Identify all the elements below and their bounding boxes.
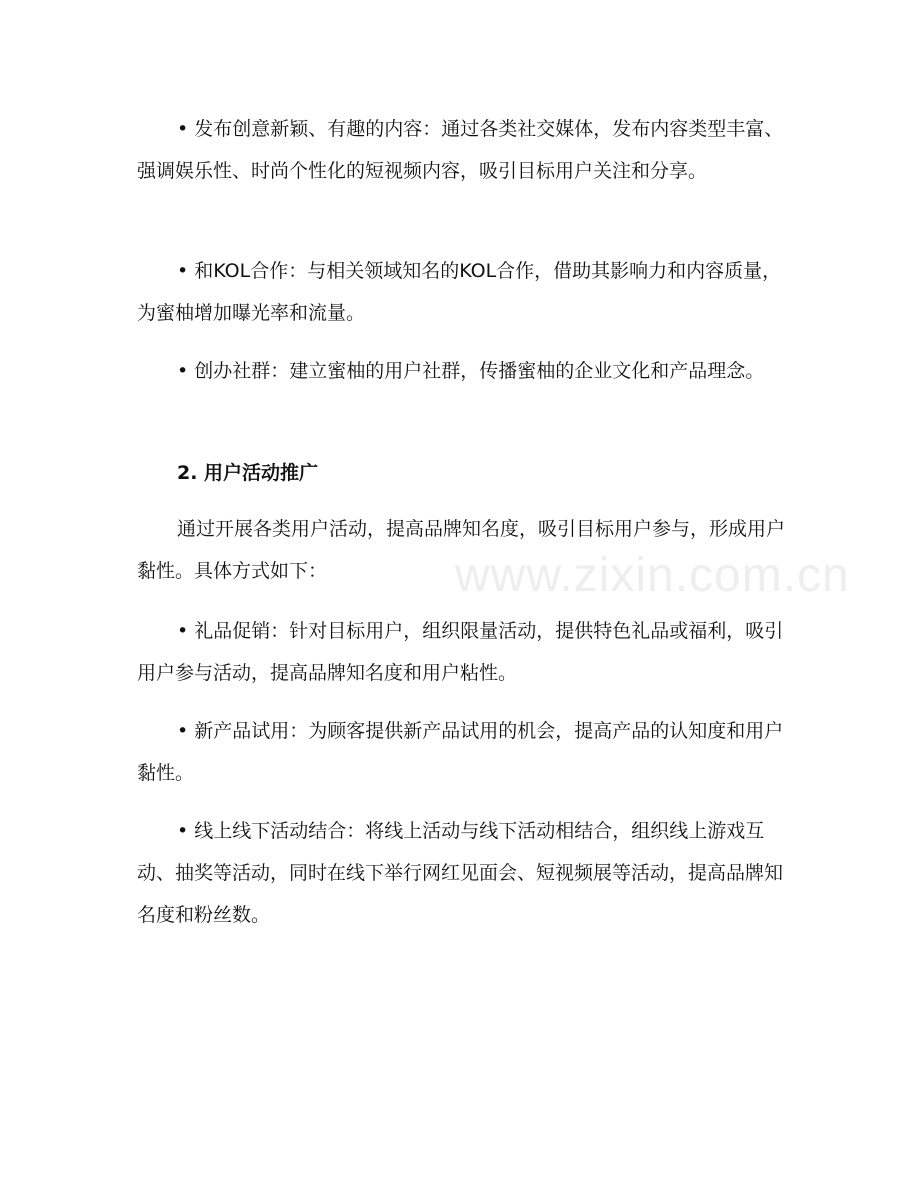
section-intro: 通过开展各类用户活动，提高品牌知名度，吸引目标用户参与，形成用户黏性。具体方式如下：	[137, 518, 786, 582]
watermark-text: www.zixin.com.cn	[455, 549, 850, 602]
section-heading: 2. 用户活动推广	[177, 462, 319, 484]
bullet-community: • 创办社群：建立蜜柚的用户社群，传播蜜柚的企业文化和产品理念。	[177, 360, 765, 382]
bullet-creative-content: • 发布创意新颖、有趣的内容：通过各类社交媒体，发布内容类型丰富、强调娱乐性、时尚个性化的短视频内容，吸引目标用户关注和分享。	[137, 118, 784, 182]
bullet-gift-promotion: • 礼品促销：针对目标用户，组织限量活动，提供特色礼品或福利，吸引用户参与活动，提高品牌知名度和用户粘性。	[137, 620, 784, 684]
bullet-product-trial: • 新产品试用：为顾客提供新产品试用的机会，提高产品的认知度和用户黏性。	[137, 720, 784, 784]
bullet-kol-cooperation: • 和KOL合作：与相关领域知名的KOL合作，借助其影响力和内容质量，为蜜柚增加曝光率和流量。	[137, 260, 782, 324]
bullet-online-offline: • 线上线下活动结合：将线上活动与线下活动相结合，组织线上游戏互动、抽奖等活动，同时在线下举行网红见面会、短视频展等活动，提高品牌知名度和粉丝数。	[137, 820, 784, 926]
